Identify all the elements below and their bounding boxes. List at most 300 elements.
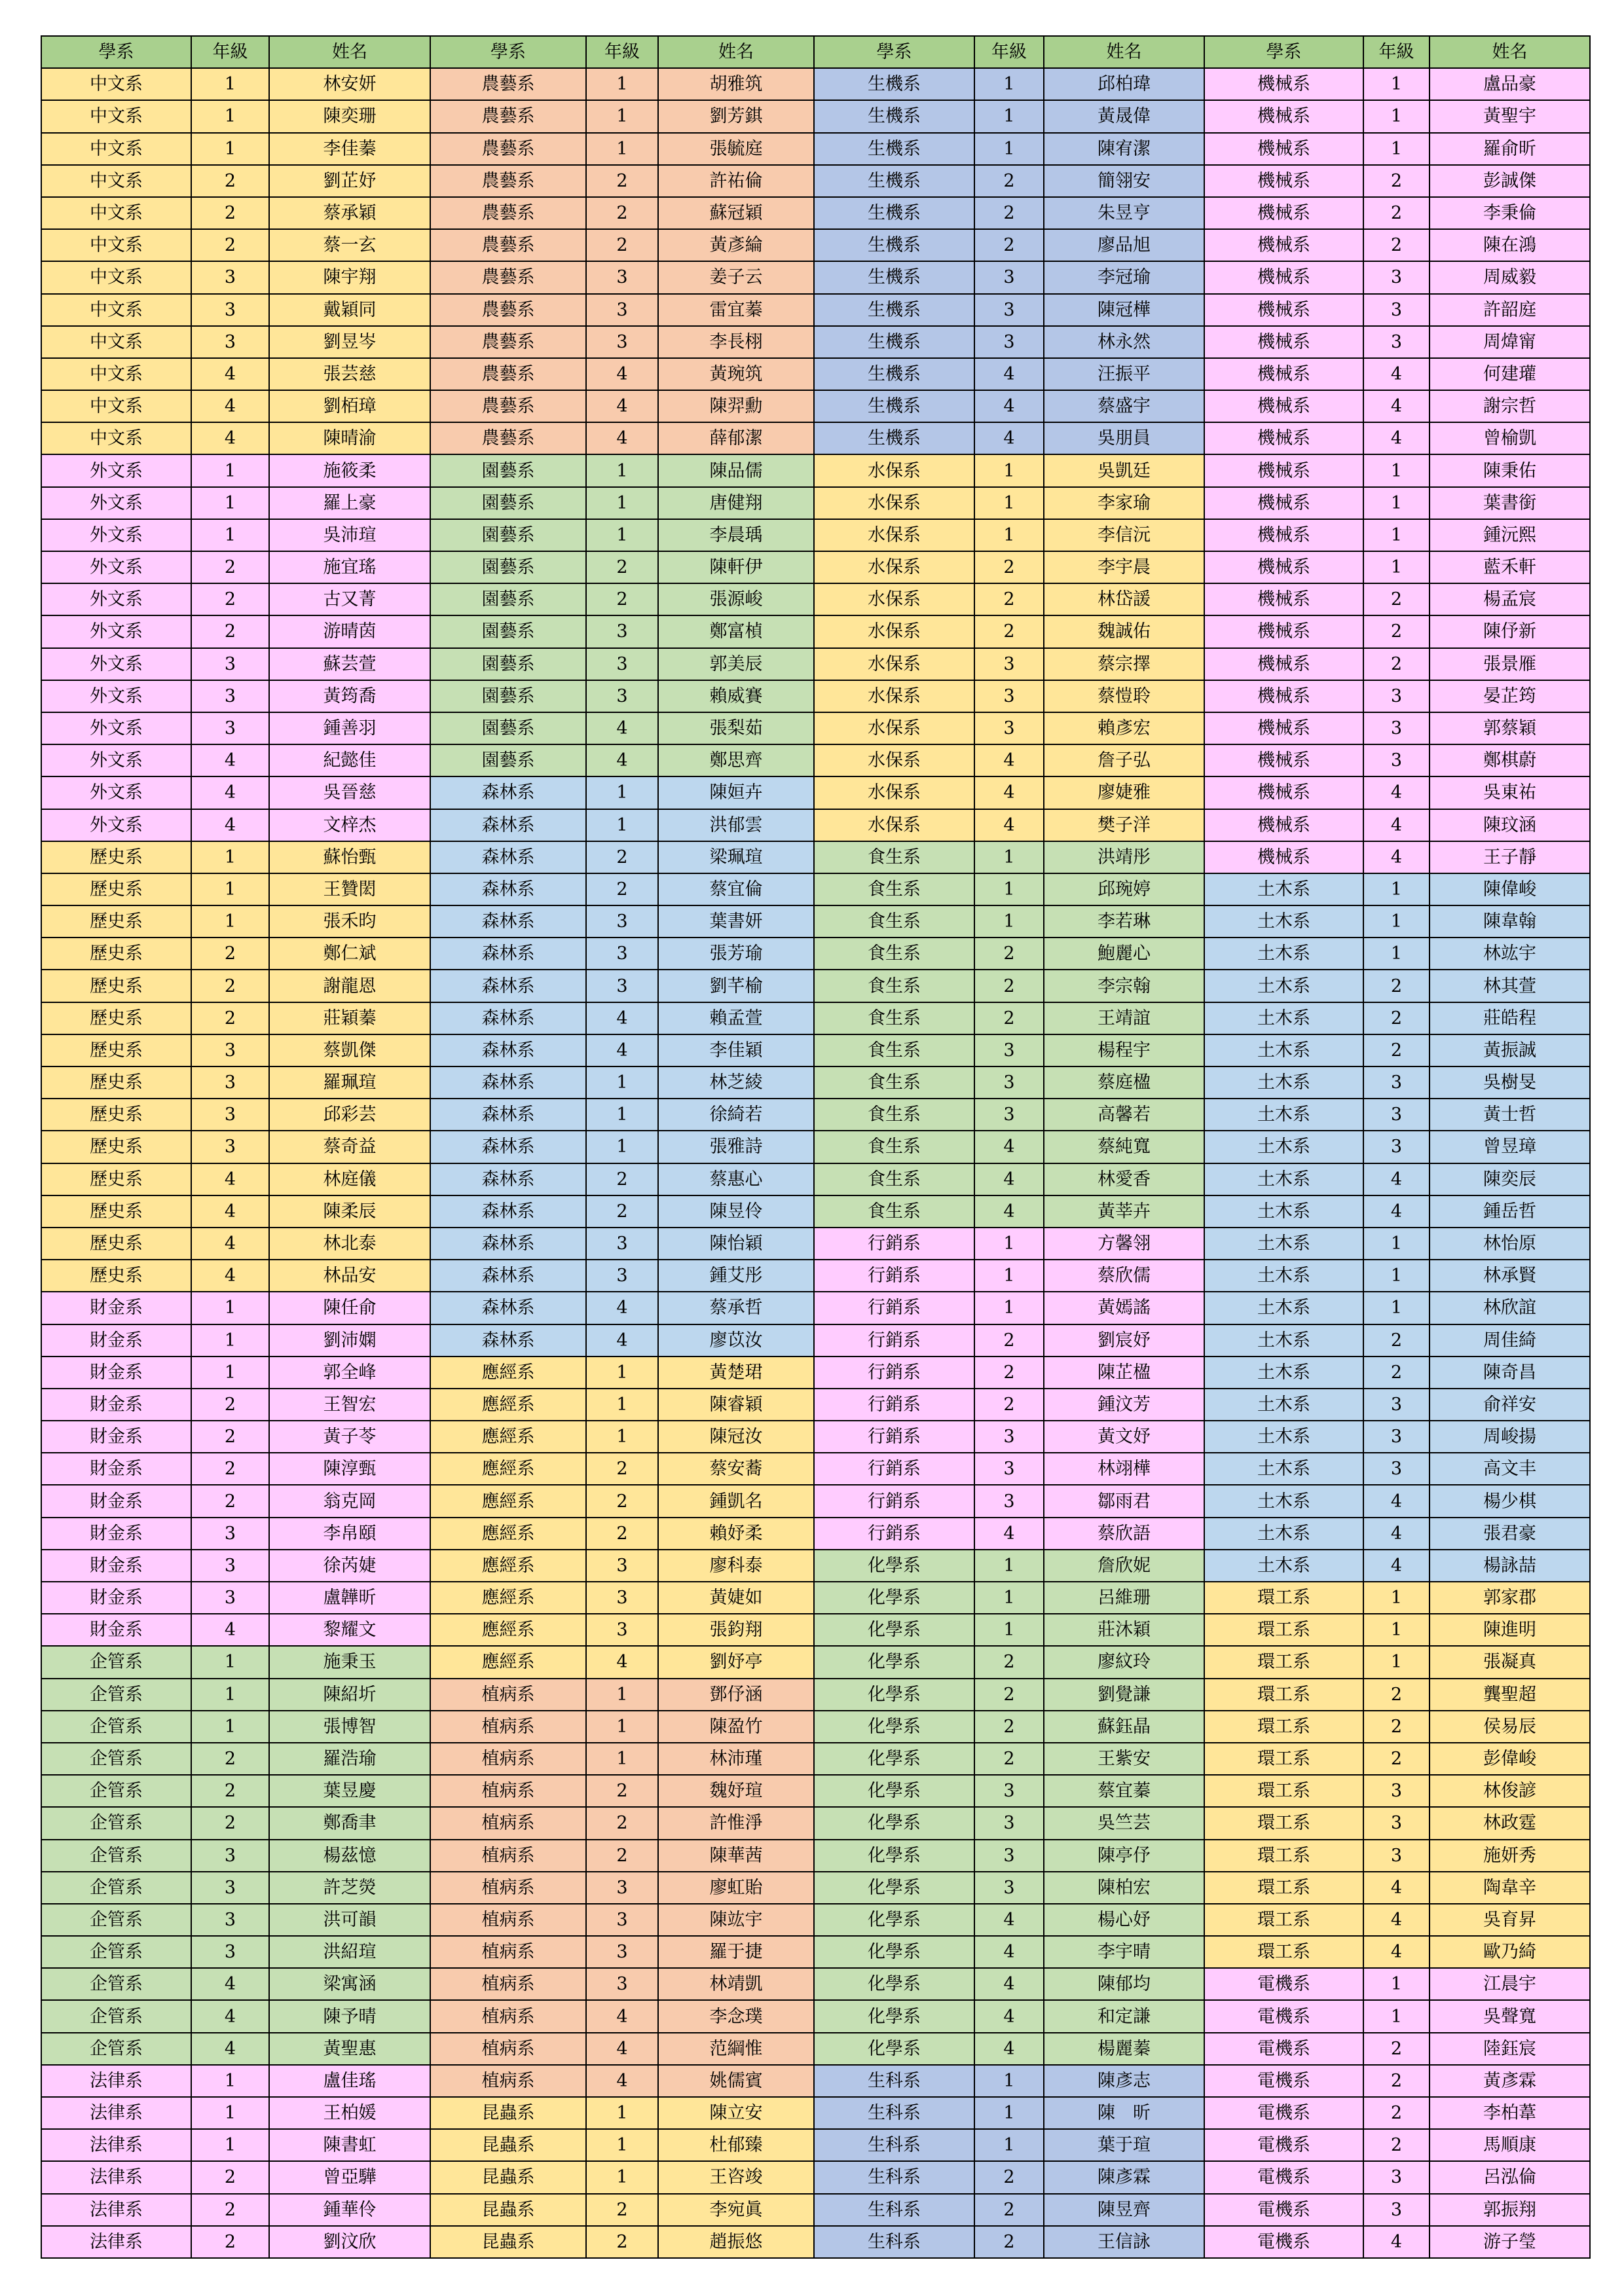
grade-cell: 2 xyxy=(1364,616,1430,648)
department-cell: 土木系 xyxy=(1205,1421,1364,1453)
grade-cell: 2 xyxy=(975,230,1044,262)
grade-cell: 1 xyxy=(975,101,1044,133)
grade-cell: 1 xyxy=(192,101,270,133)
department-cell: 歷史系 xyxy=(42,1196,192,1228)
grade-cell: 4 xyxy=(975,1518,1044,1550)
grade-cell: 3 xyxy=(192,1518,270,1550)
column-header-department: 學系 xyxy=(431,37,587,69)
name-cell: 李柏葦 xyxy=(1430,2098,1591,2130)
department-cell: 機械系 xyxy=(1205,777,1364,809)
department-cell: 應經系 xyxy=(431,1550,587,1582)
department-cell: 化學系 xyxy=(815,1550,975,1582)
department-cell: 食生系 xyxy=(815,906,975,938)
name-cell: 胡雅筑 xyxy=(659,69,815,101)
name-cell: 陳偉峻 xyxy=(1430,874,1591,906)
grade-cell: 1 xyxy=(975,134,1044,166)
name-cell: 張景雁 xyxy=(1430,649,1591,681)
name-cell: 陳羿勳 xyxy=(659,391,815,423)
column-header-department: 學系 xyxy=(815,37,975,69)
grade-cell: 1 xyxy=(587,488,659,520)
department-cell: 機械系 xyxy=(1205,134,1364,166)
name-cell: 林安妍 xyxy=(270,69,431,101)
name-cell: 葉昱慶 xyxy=(270,1776,431,1808)
name-cell: 盧品豪 xyxy=(1430,69,1591,101)
grade-cell: 1 xyxy=(587,2162,659,2194)
department-cell: 外文系 xyxy=(42,616,192,648)
column-header-name: 姓名 xyxy=(1430,37,1591,69)
grade-cell: 3 xyxy=(1364,1067,1430,1099)
department-cell: 植病系 xyxy=(431,1937,587,1969)
grade-cell: 2 xyxy=(975,938,1044,970)
department-cell: 財金系 xyxy=(42,1550,192,1582)
department-cell: 土木系 xyxy=(1205,938,1364,970)
grade-cell: 4 xyxy=(192,1969,270,2001)
grade-cell: 4 xyxy=(587,359,659,391)
name-cell: 蘇怡甄 xyxy=(270,842,431,874)
name-cell: 鍾華伶 xyxy=(270,2195,431,2227)
grade-cell: 4 xyxy=(1364,1904,1430,1937)
name-cell: 楊孟宸 xyxy=(1430,584,1591,616)
grade-cell: 2 xyxy=(192,1485,270,1518)
department-cell: 機械系 xyxy=(1205,552,1364,584)
name-cell: 王智宏 xyxy=(270,1389,431,1421)
department-cell: 企管系 xyxy=(42,1808,192,1840)
grade-cell: 2 xyxy=(975,2227,1044,2259)
grade-cell: 3 xyxy=(975,1840,1044,1872)
grade-cell: 3 xyxy=(192,1904,270,1937)
name-cell: 李冠瑜 xyxy=(1044,262,1205,294)
grade-cell: 4 xyxy=(975,1164,1044,1196)
department-cell: 歷史系 xyxy=(42,970,192,1002)
name-cell: 王贊閎 xyxy=(270,874,431,906)
grade-cell: 3 xyxy=(192,649,270,681)
grade-cell: 1 xyxy=(1364,938,1430,970)
department-cell: 植病系 xyxy=(431,2033,587,2066)
department-cell: 農藝系 xyxy=(431,69,587,101)
department-cell: 水保系 xyxy=(815,616,975,648)
grade-cell: 1 xyxy=(1364,134,1430,166)
name-cell: 黃筠喬 xyxy=(270,681,431,713)
grade-cell: 1 xyxy=(587,810,659,842)
grade-cell: 2 xyxy=(192,938,270,970)
grade-cell: 1 xyxy=(587,455,659,487)
grade-cell: 1 xyxy=(587,2130,659,2162)
name-cell: 劉芳錤 xyxy=(659,101,815,133)
grade-cell: 2 xyxy=(192,2162,270,2194)
department-cell: 園藝系 xyxy=(431,616,587,648)
name-cell: 彭誠傑 xyxy=(1430,166,1591,198)
name-cell: 翁克岡 xyxy=(270,1485,431,1518)
grade-cell: 4 xyxy=(192,359,270,391)
name-cell: 王子靜 xyxy=(1430,842,1591,874)
grade-cell: 3 xyxy=(975,1099,1044,1131)
department-cell: 中文系 xyxy=(42,230,192,262)
grade-cell: 2 xyxy=(975,616,1044,648)
name-cell: 羅珮瑄 xyxy=(270,1067,431,1099)
grade-cell: 4 xyxy=(1364,1164,1430,1196)
department-cell: 生機系 xyxy=(815,198,975,230)
grade-cell: 1 xyxy=(975,1582,1044,1614)
department-cell: 電機系 xyxy=(1205,2130,1364,2162)
department-cell: 化學系 xyxy=(815,1776,975,1808)
department-cell: 昆蟲系 xyxy=(431,2227,587,2259)
department-cell: 農藝系 xyxy=(431,359,587,391)
department-cell: 機械系 xyxy=(1205,616,1364,648)
department-cell: 園藝系 xyxy=(431,649,587,681)
name-cell: 邱柏瑋 xyxy=(1044,69,1205,101)
department-cell: 機械系 xyxy=(1205,198,1364,230)
grade-cell: 1 xyxy=(587,1099,659,1131)
grade-cell: 1 xyxy=(587,1679,659,1711)
grade-cell: 3 xyxy=(1364,1808,1430,1840)
department-cell: 化學系 xyxy=(815,1679,975,1711)
name-cell: 劉芷妤 xyxy=(270,166,431,198)
department-cell: 化學系 xyxy=(815,1840,975,1872)
grade-cell: 4 xyxy=(192,1228,270,1260)
name-cell: 陳伃新 xyxy=(1430,616,1591,648)
department-cell: 園藝系 xyxy=(431,681,587,713)
student-roster-table xyxy=(41,35,1591,2259)
department-cell: 食生系 xyxy=(815,1067,975,1099)
department-cell: 外文系 xyxy=(42,584,192,616)
name-cell: 陳韋翰 xyxy=(1430,906,1591,938)
department-cell: 外文系 xyxy=(42,777,192,809)
name-cell: 詹欣妮 xyxy=(1044,1550,1205,1582)
name-cell: 鄒雨君 xyxy=(1044,1485,1205,1518)
name-cell: 邱彩芸 xyxy=(270,1099,431,1131)
name-cell: 李宇晴 xyxy=(1044,1937,1205,1969)
department-cell: 水保系 xyxy=(815,552,975,584)
name-cell: 游晴茵 xyxy=(270,616,431,648)
grade-cell: 3 xyxy=(192,1067,270,1099)
department-cell: 植病系 xyxy=(431,2001,587,2033)
grade-cell: 3 xyxy=(975,262,1044,294)
grade-cell: 2 xyxy=(192,1453,270,1485)
grade-cell: 2 xyxy=(192,198,270,230)
department-cell: 中文系 xyxy=(42,423,192,455)
grade-cell: 3 xyxy=(1364,1131,1430,1163)
name-cell: 陳紹圻 xyxy=(270,1679,431,1711)
department-cell: 中文系 xyxy=(42,295,192,327)
grade-cell: 2 xyxy=(587,1840,659,1872)
name-cell: 李宇晨 xyxy=(1044,552,1205,584)
grade-cell: 1 xyxy=(1364,1228,1430,1260)
name-cell: 王靖誼 xyxy=(1044,1003,1205,1035)
name-cell: 陳品儒 xyxy=(659,455,815,487)
grade-cell: 4 xyxy=(1364,2227,1430,2259)
department-cell: 土木系 xyxy=(1205,1164,1364,1196)
name-cell: 許祐倫 xyxy=(659,166,815,198)
grade-cell: 1 xyxy=(192,2066,270,2098)
name-cell: 陳盈竹 xyxy=(659,1711,815,1743)
grade-cell: 1 xyxy=(1364,1260,1430,1292)
grade-cell: 3 xyxy=(1364,1776,1430,1808)
name-cell: 鍾善羽 xyxy=(270,713,431,745)
name-cell: 吳育昇 xyxy=(1430,1904,1591,1937)
grade-cell: 4 xyxy=(975,423,1044,455)
grade-cell: 1 xyxy=(192,2098,270,2130)
department-cell: 中文系 xyxy=(42,359,192,391)
department-cell: 中文系 xyxy=(42,262,192,294)
department-cell: 企管系 xyxy=(42,1647,192,1679)
grade-cell: 2 xyxy=(192,1003,270,1035)
department-cell: 食生系 xyxy=(815,1099,975,1131)
name-cell: 陳昱齊 xyxy=(1044,2195,1205,2227)
department-cell: 森林系 xyxy=(431,970,587,1002)
grade-cell: 4 xyxy=(975,777,1044,809)
name-cell: 黃彥綸 xyxy=(659,230,815,262)
name-cell: 蔡欣語 xyxy=(1044,1518,1205,1550)
name-cell: 梁寓涵 xyxy=(270,1969,431,2001)
grade-cell: 1 xyxy=(975,2130,1044,2162)
grade-cell: 3 xyxy=(975,327,1044,359)
name-cell: 蔡宜蓁 xyxy=(1044,1776,1205,1808)
department-cell: 機械系 xyxy=(1205,327,1364,359)
grade-cell: 3 xyxy=(1364,1840,1430,1872)
department-cell: 歷史系 xyxy=(42,938,192,970)
grade-cell: 3 xyxy=(975,681,1044,713)
name-cell: 唐健翔 xyxy=(659,488,815,520)
department-cell: 土木系 xyxy=(1205,1035,1364,1067)
department-cell: 植病系 xyxy=(431,1840,587,1872)
name-cell: 郭美辰 xyxy=(659,649,815,681)
grade-cell: 2 xyxy=(192,1776,270,1808)
department-cell: 法律系 xyxy=(42,2227,192,2259)
grade-cell: 2 xyxy=(1364,1003,1430,1035)
grade-cell: 1 xyxy=(587,101,659,133)
name-cell: 范綱惟 xyxy=(659,2033,815,2066)
department-cell: 植病系 xyxy=(431,1808,587,1840)
name-cell: 吳沛瑄 xyxy=(270,520,431,552)
name-cell: 蔡安蕎 xyxy=(659,1453,815,1485)
department-cell: 外文系 xyxy=(42,552,192,584)
name-cell: 羅浩瑜 xyxy=(270,1743,431,1776)
department-cell: 生科系 xyxy=(815,2195,975,2227)
grade-cell: 3 xyxy=(587,1614,659,1647)
name-cell: 郭振翔 xyxy=(1430,2195,1591,2227)
grade-cell: 1 xyxy=(975,842,1044,874)
grade-cell: 1 xyxy=(975,874,1044,906)
department-cell: 土木系 xyxy=(1205,1196,1364,1228)
grade-cell: 3 xyxy=(975,649,1044,681)
grade-cell: 2 xyxy=(192,1743,270,1776)
name-cell: 陳芷楹 xyxy=(1044,1357,1205,1389)
grade-cell: 4 xyxy=(1364,842,1430,874)
column-header-department: 學系 xyxy=(1205,37,1364,69)
grade-cell: 4 xyxy=(975,391,1044,423)
column-header-department: 學系 xyxy=(42,37,192,69)
name-cell: 俞祥安 xyxy=(1430,1389,1591,1421)
grade-cell: 3 xyxy=(975,295,1044,327)
name-cell: 洪可韻 xyxy=(270,1904,431,1937)
department-cell: 食生系 xyxy=(815,1196,975,1228)
department-cell: 生科系 xyxy=(815,2162,975,2194)
name-cell: 林竑宇 xyxy=(1430,938,1591,970)
grade-cell: 2 xyxy=(1364,1743,1430,1776)
grade-cell: 4 xyxy=(192,1614,270,1647)
department-cell: 行銷系 xyxy=(815,1485,975,1518)
grade-cell: 3 xyxy=(587,1872,659,1904)
name-cell: 吳凱廷 xyxy=(1044,455,1205,487)
name-cell: 黃士哲 xyxy=(1430,1099,1591,1131)
grade-cell: 3 xyxy=(587,616,659,648)
name-cell: 劉妤亭 xyxy=(659,1647,815,1679)
department-cell: 企管系 xyxy=(42,2033,192,2066)
department-cell: 行銷系 xyxy=(815,1453,975,1485)
name-cell: 廖虹貽 xyxy=(659,1872,815,1904)
name-cell: 彭偉峻 xyxy=(1430,1743,1591,1776)
department-cell: 生科系 xyxy=(815,2066,975,2098)
name-cell: 紀懿佳 xyxy=(270,745,431,777)
grade-cell: 3 xyxy=(975,713,1044,745)
name-cell: 朱昱亨 xyxy=(1044,198,1205,230)
grade-cell: 1 xyxy=(192,2130,270,2162)
grade-cell: 1 xyxy=(975,488,1044,520)
department-cell: 水保系 xyxy=(815,584,975,616)
name-cell: 王信詠 xyxy=(1044,2227,1205,2259)
department-cell: 生科系 xyxy=(815,2098,975,2130)
department-cell: 生機系 xyxy=(815,262,975,294)
department-cell: 食生系 xyxy=(815,1003,975,1035)
department-cell: 生機系 xyxy=(815,295,975,327)
department-cell: 機械系 xyxy=(1205,713,1364,745)
department-cell: 外文系 xyxy=(42,810,192,842)
department-cell: 土木系 xyxy=(1205,906,1364,938)
grade-cell: 2 xyxy=(587,874,659,906)
department-cell: 化學系 xyxy=(815,1647,975,1679)
department-cell: 土木系 xyxy=(1205,1228,1364,1260)
department-cell: 電機系 xyxy=(1205,2098,1364,2130)
name-cell: 郭全峰 xyxy=(270,1357,431,1389)
grade-cell: 1 xyxy=(1364,488,1430,520)
department-cell: 森林系 xyxy=(431,1131,587,1163)
name-cell: 姜子云 xyxy=(659,262,815,294)
grade-cell: 1 xyxy=(1364,552,1430,584)
name-cell: 張凝真 xyxy=(1430,1647,1591,1679)
grade-cell: 3 xyxy=(975,1872,1044,1904)
grade-cell: 1 xyxy=(192,455,270,487)
department-cell: 農藝系 xyxy=(431,295,587,327)
name-cell: 曾榆凱 xyxy=(1430,423,1591,455)
name-cell: 江晨宇 xyxy=(1430,1969,1591,2001)
name-cell: 陳淳甄 xyxy=(270,1453,431,1485)
department-cell: 水保系 xyxy=(815,810,975,842)
department-cell: 財金系 xyxy=(42,1357,192,1389)
grade-cell: 3 xyxy=(192,327,270,359)
department-cell: 機械系 xyxy=(1205,649,1364,681)
name-cell: 高文丰 xyxy=(1430,1453,1591,1485)
department-cell: 土木系 xyxy=(1205,1550,1364,1582)
name-cell: 莊穎蓁 xyxy=(270,1003,431,1035)
name-cell: 陳姮卉 xyxy=(659,777,815,809)
name-cell: 陳郁均 xyxy=(1044,1969,1205,2001)
grade-cell: 2 xyxy=(192,1389,270,1421)
department-cell: 電機系 xyxy=(1205,1969,1364,2001)
name-cell: 姚儒賓 xyxy=(659,2066,815,2098)
department-cell: 中文系 xyxy=(42,327,192,359)
department-cell: 機械系 xyxy=(1205,455,1364,487)
grade-cell: 3 xyxy=(587,906,659,938)
grade-cell: 4 xyxy=(192,810,270,842)
grade-cell: 2 xyxy=(192,584,270,616)
name-cell: 徐芮婕 xyxy=(270,1550,431,1582)
department-cell: 土木系 xyxy=(1205,1292,1364,1324)
department-cell: 農藝系 xyxy=(431,230,587,262)
grade-cell: 2 xyxy=(587,1518,659,1550)
department-cell: 昆蟲系 xyxy=(431,2098,587,2130)
department-cell: 中文系 xyxy=(42,198,192,230)
department-cell: 土木系 xyxy=(1205,1099,1364,1131)
name-cell: 黃嫣謠 xyxy=(1044,1292,1205,1324)
grade-cell: 3 xyxy=(975,1035,1044,1067)
name-cell: 廖科泰 xyxy=(659,1550,815,1582)
department-cell: 土木系 xyxy=(1205,1357,1364,1389)
name-cell: 張芸慈 xyxy=(270,359,431,391)
grade-cell: 1 xyxy=(587,520,659,552)
department-cell: 環工系 xyxy=(1205,1711,1364,1743)
department-cell: 森林系 xyxy=(431,906,587,938)
department-cell: 農藝系 xyxy=(431,327,587,359)
department-cell: 水保系 xyxy=(815,745,975,777)
department-cell: 機械系 xyxy=(1205,810,1364,842)
grade-cell: 3 xyxy=(192,1937,270,1969)
grade-cell: 3 xyxy=(587,1260,659,1292)
name-cell: 陳秉佑 xyxy=(1430,455,1591,487)
grade-cell: 3 xyxy=(587,681,659,713)
grade-cell: 1 xyxy=(192,1647,270,1679)
name-cell: 羅上豪 xyxy=(270,488,431,520)
grade-cell: 4 xyxy=(1364,359,1430,391)
grade-cell: 1 xyxy=(192,134,270,166)
department-cell: 機械系 xyxy=(1205,295,1364,327)
name-cell: 蔡奇益 xyxy=(270,1131,431,1163)
name-cell: 李家瑜 xyxy=(1044,488,1205,520)
department-cell: 電機系 xyxy=(1205,2162,1364,2194)
name-cell: 鄭仁斌 xyxy=(270,938,431,970)
department-cell: 森林系 xyxy=(431,874,587,906)
name-cell: 陳在鴻 xyxy=(1430,230,1591,262)
name-cell: 張博智 xyxy=(270,1711,431,1743)
name-cell: 林品安 xyxy=(270,1260,431,1292)
name-cell: 張雅詩 xyxy=(659,1131,815,1163)
name-cell: 鍾凱名 xyxy=(659,1485,815,1518)
department-cell: 財金系 xyxy=(42,1614,192,1647)
department-cell: 法律系 xyxy=(42,2098,192,2130)
name-cell: 黃晟偉 xyxy=(1044,101,1205,133)
name-cell: 葉書妍 xyxy=(659,906,815,938)
department-cell: 森林系 xyxy=(431,1099,587,1131)
name-cell: 陳 昕 xyxy=(1044,2098,1205,2130)
name-cell: 蔡盛宇 xyxy=(1044,391,1205,423)
grade-cell: 2 xyxy=(587,842,659,874)
department-cell: 園藝系 xyxy=(431,713,587,745)
name-cell: 黃婕如 xyxy=(659,1582,815,1614)
grade-cell: 3 xyxy=(975,1067,1044,1099)
name-cell: 施秉玉 xyxy=(270,1647,431,1679)
department-cell: 機械系 xyxy=(1205,359,1364,391)
name-cell: 曾亞驊 xyxy=(270,2162,431,2194)
name-cell: 陳柏宏 xyxy=(1044,1872,1205,1904)
department-cell: 水保系 xyxy=(815,713,975,745)
grade-cell: 3 xyxy=(192,713,270,745)
name-cell: 施妍秀 xyxy=(1430,1840,1591,1872)
department-cell: 生機系 xyxy=(815,134,975,166)
name-cell: 杜郁臻 xyxy=(659,2130,815,2162)
name-cell: 林承賢 xyxy=(1430,1260,1591,1292)
grade-cell: 1 xyxy=(587,69,659,101)
name-cell: 何建瓘 xyxy=(1430,359,1591,391)
name-cell: 黃聖宇 xyxy=(1430,101,1591,133)
